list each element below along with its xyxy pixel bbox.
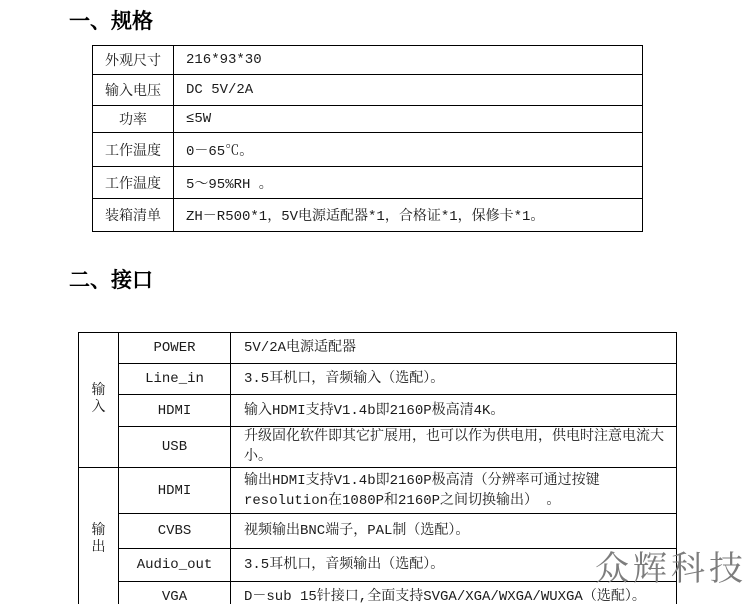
group-cell-input xyxy=(79,333,119,468)
table-row xyxy=(93,106,643,133)
spec-table xyxy=(92,45,643,232)
port-name: HDMI xyxy=(119,395,231,427)
spec-value: 216*93*30 xyxy=(174,46,643,75)
table-row xyxy=(79,582,677,604)
port-description: 升级固化软件即其它扩展用，也可以作为供电用，供电时注意电流大小。 xyxy=(231,427,677,468)
spec-label: 工作温度 xyxy=(93,133,174,167)
port-description: 5V/2A电源适配器 xyxy=(231,333,677,364)
port-name: Audio_out xyxy=(119,549,231,582)
table-row xyxy=(79,333,677,364)
port-name: CVBS xyxy=(119,514,231,549)
port-name: Line_in xyxy=(119,364,231,395)
table-row xyxy=(93,199,643,232)
port-description: 输出HDMI支持V1.4b即2160P极高清（分辨率可通过按键resolution在1080P和2160P之间切换输出） 。 xyxy=(231,468,677,514)
table-row xyxy=(79,468,677,514)
spec-label: 装箱清单 xyxy=(93,199,174,232)
section-title-interfaces: 二、接口 xyxy=(69,268,153,292)
table-row xyxy=(93,46,643,75)
port-name: USB xyxy=(119,427,231,468)
section-title-specs: 一、规格 xyxy=(69,9,153,33)
port-description: 视频输出BNC端子，PAL制（选配）。 xyxy=(231,514,677,549)
table-row xyxy=(93,133,643,167)
port-name: HDMI xyxy=(119,468,231,514)
port-description: 输入HDMI支持V1.4b即2160P极高清4K。 xyxy=(231,395,677,427)
spec-label: 输入电压 xyxy=(93,75,174,106)
table-row xyxy=(79,514,677,549)
table-row xyxy=(79,549,677,582)
spec-value: ≤5W xyxy=(174,106,643,133)
table-row xyxy=(79,427,677,468)
spec-value: ZH－R500*1，5V电源适配器*1，合格证*1，保修卡*1。 xyxy=(174,199,643,232)
group-label: 输入 xyxy=(91,383,106,416)
group-label: 输出 xyxy=(91,523,106,556)
port-name: VGA xyxy=(119,582,231,604)
table-row xyxy=(93,75,643,106)
port-name: POWER xyxy=(119,333,231,364)
table-row xyxy=(79,395,677,427)
spec-value: DC 5V/2A xyxy=(174,75,643,106)
spec-label: 外观尺寸 xyxy=(93,46,174,75)
port-description: D－sub 15针接口,全面支持SVGA/XGA/WXGA/WUXGA（选配）。 xyxy=(231,582,677,604)
spec-value: 0－65℃。 xyxy=(174,133,643,167)
spec-label: 功率 xyxy=(93,106,174,133)
port-description: 3.5耳机口，音频输入（选配）。 xyxy=(231,364,677,395)
company-watermark: 众辉科技 xyxy=(595,549,747,589)
group-cell-output xyxy=(79,468,119,604)
table-row xyxy=(79,364,677,395)
port-description: 3.5耳机口，音频输出（选配）。 xyxy=(231,549,677,582)
spec-label: 工作温度 xyxy=(93,167,174,199)
spec-value: 5～95%RH 。 xyxy=(174,167,643,199)
interface-table xyxy=(78,332,677,604)
table-row xyxy=(93,167,643,199)
